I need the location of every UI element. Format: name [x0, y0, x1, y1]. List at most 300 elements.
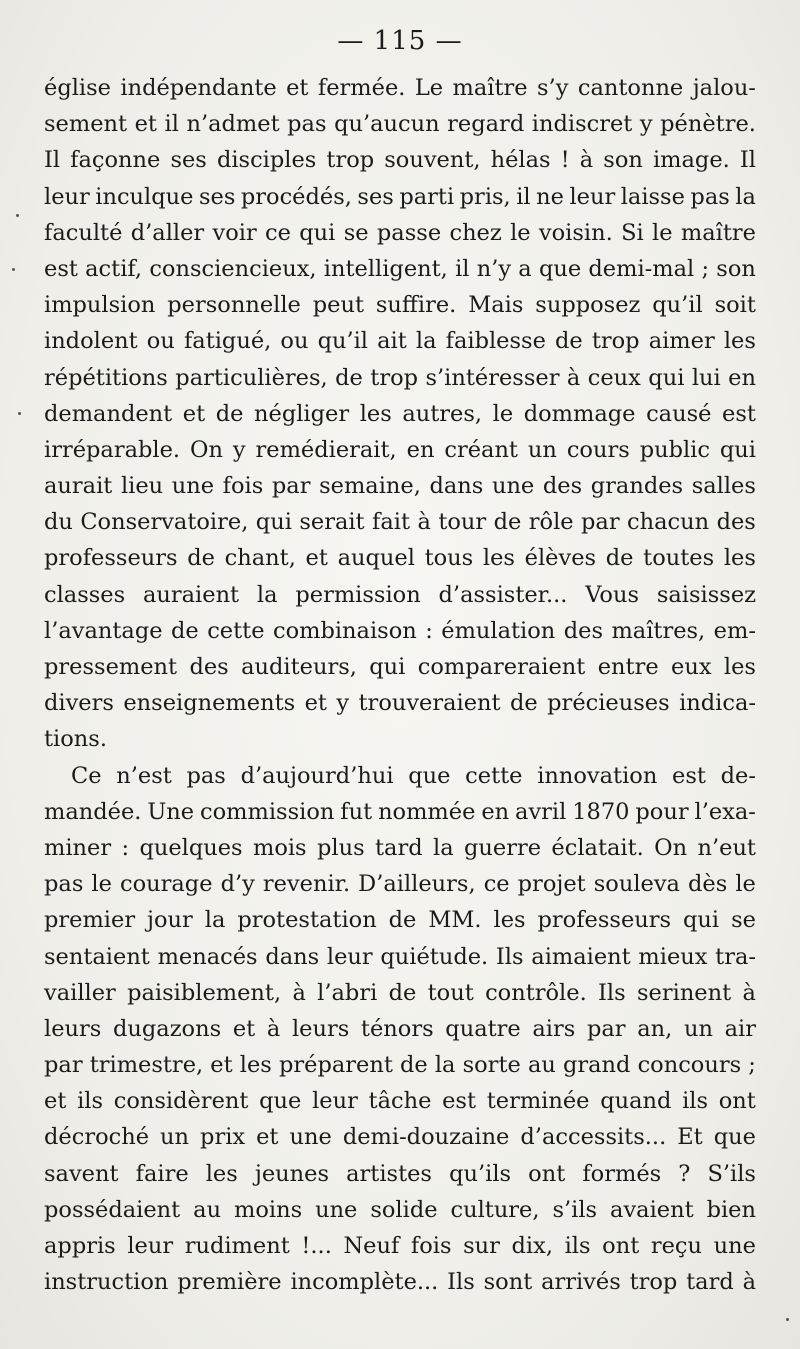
word: Une: [147, 798, 195, 825]
word: une: [491, 473, 535, 500]
word: est: [44, 255, 78, 282]
word: chacun: [627, 509, 710, 536]
word: pénètre.: [660, 111, 756, 138]
word: terminée: [486, 1088, 590, 1115]
word: l’exa-: [694, 798, 756, 825]
word: intelligent,: [323, 255, 448, 282]
word: une: [289, 1124, 332, 1151]
word: aurait: [44, 473, 113, 500]
word: jour: [147, 907, 193, 934]
word: faculté: [44, 219, 123, 246]
word: des: [563, 617, 603, 644]
word: Conservatoire,: [80, 509, 249, 536]
word: leurs: [291, 1015, 350, 1042]
word: ce: [483, 871, 510, 898]
word: dugazons: [112, 1015, 222, 1042]
word: avaient: [610, 1196, 694, 1223]
word: pas: [186, 762, 226, 789]
word: fois: [410, 1233, 452, 1259]
text-line: [44, 1011, 756, 1047]
word: le: [492, 400, 514, 427]
word: tard: [686, 1269, 734, 1296]
word: trop: [326, 147, 375, 174]
word: maître: [452, 75, 528, 101]
text-line: [44, 1264, 756, 1300]
word: formés: [582, 1160, 662, 1187]
word: qu’ils: [449, 1160, 512, 1187]
word: ne: [536, 183, 564, 210]
word: le: [652, 219, 673, 246]
word: cours: [566, 436, 630, 463]
word: première: [177, 1269, 282, 1296]
word: et: [305, 545, 328, 572]
word: à: [417, 509, 431, 536]
word: passe: [376, 219, 442, 246]
word: n’admet: [186, 111, 280, 138]
word: jalou-: [692, 75, 756, 101]
word: souvent,: [384, 147, 481, 174]
word: aimer: [648, 328, 715, 355]
word: peut: [312, 292, 364, 319]
word: la: [735, 183, 756, 210]
word: à: [292, 979, 306, 1006]
word: qu’aucun: [334, 111, 440, 138]
word: jeunes: [254, 1160, 330, 1187]
word: est: [722, 400, 756, 427]
word: s’ils: [552, 1196, 598, 1223]
word: auquel: [337, 545, 415, 572]
word: se: [343, 219, 369, 246]
paper-speck: [16, 214, 19, 217]
word: la: [415, 328, 437, 355]
word: les: [359, 400, 392, 427]
word: de: [187, 545, 215, 572]
word: suffire.: [375, 292, 457, 319]
word: chant,: [224, 545, 296, 572]
word: au: [527, 1052, 556, 1079]
word: maîtres,: [611, 617, 706, 644]
paper-speck: [18, 412, 21, 415]
word: eux: [671, 654, 712, 680]
text-line: [44, 396, 756, 432]
page-number: — 115 —: [337, 26, 463, 56]
word: et: [44, 1088, 67, 1115]
word: pressement: [44, 654, 178, 680]
word: arrivés: [541, 1269, 621, 1296]
word: ;: [701, 255, 710, 282]
word: parti: [399, 183, 455, 210]
word: laisse: [620, 183, 685, 210]
word: guerre: [464, 834, 542, 861]
word: moins: [234, 1196, 303, 1223]
word: !: [560, 147, 570, 174]
word: tâche: [368, 1088, 432, 1115]
word: sont: [483, 1269, 533, 1296]
word: est: [672, 762, 706, 789]
word: le: [735, 871, 756, 898]
word: dans: [429, 473, 484, 500]
word: faiblesse: [445, 328, 546, 355]
word: commission: [200, 798, 335, 825]
word: est: [442, 1088, 477, 1115]
word: d’aujourd’hui: [240, 762, 394, 789]
text-line: [44, 613, 756, 649]
word: concours: [637, 1052, 742, 1079]
text-line: [44, 1083, 756, 1119]
word: classes: [44, 581, 126, 608]
word: miner: [44, 834, 112, 861]
word: que: [259, 1088, 302, 1115]
text-line: [44, 504, 756, 540]
word: an,: [637, 1015, 673, 1042]
text-line: [44, 902, 756, 938]
word: de: [493, 509, 522, 536]
word: cette: [465, 762, 523, 789]
word: irréparable.: [44, 436, 181, 463]
word: et: [232, 1015, 256, 1042]
word: grand: [562, 1052, 631, 1079]
word: enseignements: [123, 690, 296, 717]
word: au: [193, 1196, 222, 1223]
text-line: [44, 323, 756, 359]
word: demi-mal: [588, 255, 695, 282]
word: répétitions: [44, 364, 168, 391]
text-line: [44, 540, 756, 576]
word: d’assister...: [438, 581, 568, 608]
word: faire: [135, 1160, 189, 1187]
word: un: [683, 1015, 713, 1042]
word: et: [286, 75, 309, 101]
word: dommage: [523, 400, 636, 427]
word: possédaient: [44, 1196, 181, 1223]
word: premier: [44, 907, 136, 934]
word: Ils: [447, 1269, 475, 1296]
word: par: [271, 473, 311, 500]
word: professeurs: [537, 907, 672, 934]
word: ont: [718, 1088, 756, 1115]
word: à: [566, 364, 581, 391]
word: revenir.: [262, 871, 351, 898]
word: créant: [444, 436, 518, 463]
word: à: [742, 979, 756, 1006]
word: personnelle: [167, 292, 301, 319]
word: saisissez: [656, 581, 756, 608]
text-line: [44, 721, 756, 757]
word: mieux: [638, 943, 708, 970]
word: s’intéresser: [425, 364, 560, 391]
word: façonne: [70, 147, 161, 174]
word: ses: [170, 147, 207, 174]
word: de: [605, 545, 634, 572]
word: élèves: [524, 545, 597, 572]
word: mandée.: [44, 798, 142, 825]
word: menacés: [157, 943, 258, 970]
word: voir: [212, 219, 257, 246]
word: de: [171, 617, 199, 644]
word: de: [555, 328, 583, 355]
word: projet: [517, 871, 586, 898]
text-line: [44, 975, 756, 1011]
word: il: [455, 255, 470, 282]
word: Le: [414, 75, 444, 101]
word: par: [581, 509, 620, 536]
word: en: [406, 436, 435, 463]
word: d’aller: [130, 219, 205, 246]
word: un: [527, 436, 557, 463]
word: ou: [146, 328, 175, 355]
word: combinaison: [272, 617, 417, 644]
word: négliger: [254, 400, 350, 427]
word: des: [716, 509, 756, 536]
word: prix: [200, 1124, 246, 1151]
word: cette: [207, 617, 265, 644]
word: les: [723, 654, 756, 680]
word: actif,: [85, 255, 143, 282]
word: l’abri: [317, 979, 378, 1006]
word: ont: [602, 1233, 640, 1259]
word: ont: [528, 1160, 566, 1187]
text-line: [44, 215, 756, 251]
word: S’ils: [707, 1160, 756, 1187]
word: reçu: [650, 1233, 703, 1259]
word: tour: [438, 509, 487, 536]
word: ait: [377, 328, 407, 355]
word: le: [510, 219, 531, 246]
word: disciples: [216, 147, 317, 174]
word: demandent: [44, 400, 173, 427]
word: artistes: [346, 1160, 432, 1187]
word: contrôle.: [485, 979, 587, 1006]
word: a: [518, 255, 532, 282]
word: et: [304, 690, 327, 717]
word: leur: [326, 943, 373, 970]
text-line: [44, 287, 756, 323]
word: supposez: [535, 292, 641, 319]
word: une: [315, 1196, 358, 1223]
word: leur: [569, 183, 616, 210]
word: voisin.: [538, 219, 613, 246]
word: ou: [280, 328, 309, 355]
word: consciencieux,: [149, 255, 317, 282]
word: Ils: [598, 979, 626, 1006]
word: culture,: [450, 1196, 540, 1223]
word: Et: [677, 1124, 703, 1151]
word: Ils: [495, 943, 524, 970]
word: pris,: [459, 183, 511, 210]
text-line: [44, 142, 756, 178]
word: dès: [688, 871, 728, 898]
word: fermée.: [317, 75, 406, 101]
word: d’y: [220, 871, 255, 898]
word: et: [182, 400, 206, 427]
text-line: [44, 106, 756, 142]
word: leurs: [44, 1015, 102, 1042]
word: airs: [532, 1015, 576, 1042]
word: impulsion: [44, 292, 156, 319]
word: 1870: [572, 798, 630, 825]
word: des: [189, 654, 229, 680]
text-line: [44, 685, 756, 721]
word: tra-: [715, 943, 756, 970]
word: paisiblement,: [127, 979, 282, 1006]
word: pas: [287, 111, 327, 138]
body-text: [44, 70, 756, 1300]
word: pas: [44, 871, 84, 898]
word: les: [482, 545, 515, 572]
word: tions.: [44, 726, 107, 753]
word: quand: [600, 1088, 672, 1115]
word: de: [388, 979, 417, 1006]
word: par: [44, 1052, 83, 1079]
word: Ce: [71, 762, 102, 789]
word: solide: [370, 1196, 438, 1223]
word: pour: [635, 798, 689, 825]
word: bien: [706, 1196, 756, 1223]
word: :: [121, 834, 130, 861]
word: quatre: [445, 1015, 521, 1042]
word: n’est: [116, 762, 172, 789]
word: qu’il: [652, 292, 703, 319]
word: dans: [265, 943, 320, 970]
word: son: [603, 147, 643, 174]
word: quelques: [139, 834, 243, 861]
word: serait: [299, 509, 365, 536]
word: et: [256, 1124, 279, 1151]
word: un: [160, 1124, 190, 1151]
word: à: [579, 147, 594, 174]
word: rudiment: [184, 1233, 290, 1259]
word: chez: [449, 219, 502, 246]
word: les: [205, 1160, 238, 1187]
word: Vous: [585, 581, 640, 608]
word: souleva: [593, 871, 680, 898]
word: préparent: [278, 1052, 393, 1079]
word: précieuses: [547, 690, 670, 717]
word: leur: [44, 183, 90, 210]
text-line: [44, 866, 756, 902]
word: il: [516, 183, 531, 210]
word: MM.: [428, 907, 482, 934]
word: image.: [652, 147, 730, 174]
text-line: [44, 251, 756, 287]
paper-speck: [786, 1318, 789, 1321]
word: à: [742, 1269, 756, 1296]
word: les: [493, 907, 526, 934]
word: n’y: [476, 255, 512, 282]
word: indiscret: [531, 111, 633, 138]
word: public: [639, 436, 710, 463]
word: instruction: [44, 1269, 169, 1296]
word: em-: [713, 617, 756, 644]
text-line: [44, 1047, 756, 1083]
word: ?: [678, 1160, 691, 1187]
word: appris: [44, 1233, 116, 1259]
word: fait: [372, 509, 411, 536]
word: entre: [597, 654, 659, 680]
word: Il: [44, 147, 61, 174]
word: fois: [222, 473, 264, 500]
word: innovation: [537, 762, 658, 789]
word: la: [433, 834, 454, 861]
word: grandes: [590, 473, 684, 500]
word: indolent: [44, 328, 138, 355]
word: église: [44, 75, 111, 101]
text-line: [44, 794, 756, 830]
word: protestation: [237, 907, 377, 934]
word: compareraient: [417, 654, 586, 680]
word: remédierait,: [255, 436, 397, 463]
word: ils: [564, 1233, 591, 1259]
word: s’y: [537, 75, 569, 101]
word: cantonne: [577, 75, 684, 101]
word: des: [542, 473, 583, 500]
word: D’ailleurs,: [358, 871, 476, 898]
word: ils: [682, 1088, 709, 1115]
word: plus: [316, 834, 365, 861]
text-line: [44, 577, 756, 613]
word: de: [215, 400, 244, 427]
word: ce: [265, 219, 291, 246]
word: professeurs: [44, 545, 178, 572]
word: que: [713, 1124, 756, 1151]
word: Neuf: [343, 1233, 400, 1259]
word: d’accessits...: [520, 1124, 667, 1151]
word: tout: [427, 979, 474, 1006]
word: qui: [369, 654, 406, 680]
word: lieu: [120, 473, 164, 500]
word: qui: [648, 364, 685, 391]
word: sement: [44, 111, 128, 138]
word: y: [336, 690, 350, 717]
word: demi-douzaine: [342, 1124, 510, 1151]
word: décroché: [44, 1124, 150, 1151]
word: considèrent: [113, 1088, 249, 1115]
word: n’eut: [697, 834, 756, 861]
word: aimaient: [531, 943, 631, 970]
text-line: [44, 1228, 756, 1264]
word: permission: [295, 581, 421, 608]
text-line: [44, 70, 756, 106]
word: nommée: [378, 798, 476, 825]
text-line: [44, 179, 756, 215]
word: quiétude.: [380, 943, 489, 970]
paper-speck: [12, 268, 15, 271]
word: en: [728, 364, 756, 391]
word: les: [723, 328, 756, 355]
word: procédés,: [240, 183, 352, 210]
word: soit: [714, 292, 756, 319]
word: hélas: [490, 147, 551, 174]
word: dix,: [511, 1233, 553, 1259]
word: maître: [680, 219, 756, 246]
word: regard: [447, 111, 525, 138]
word: en: [481, 798, 510, 825]
text-line: [44, 468, 756, 504]
word: ténors: [360, 1015, 434, 1042]
word: avril: [515, 798, 567, 825]
word: que: [408, 762, 451, 789]
word: il: [164, 111, 179, 138]
word: trimestre,: [89, 1052, 204, 1079]
word: une: [171, 473, 215, 500]
word: fut: [340, 798, 373, 825]
word: autres,: [402, 400, 483, 427]
word: l’avantage: [44, 617, 163, 644]
word: serinent: [637, 979, 732, 1006]
word: auditeurs,: [241, 654, 357, 680]
word: Si: [621, 219, 644, 246]
word: et: [134, 111, 157, 138]
